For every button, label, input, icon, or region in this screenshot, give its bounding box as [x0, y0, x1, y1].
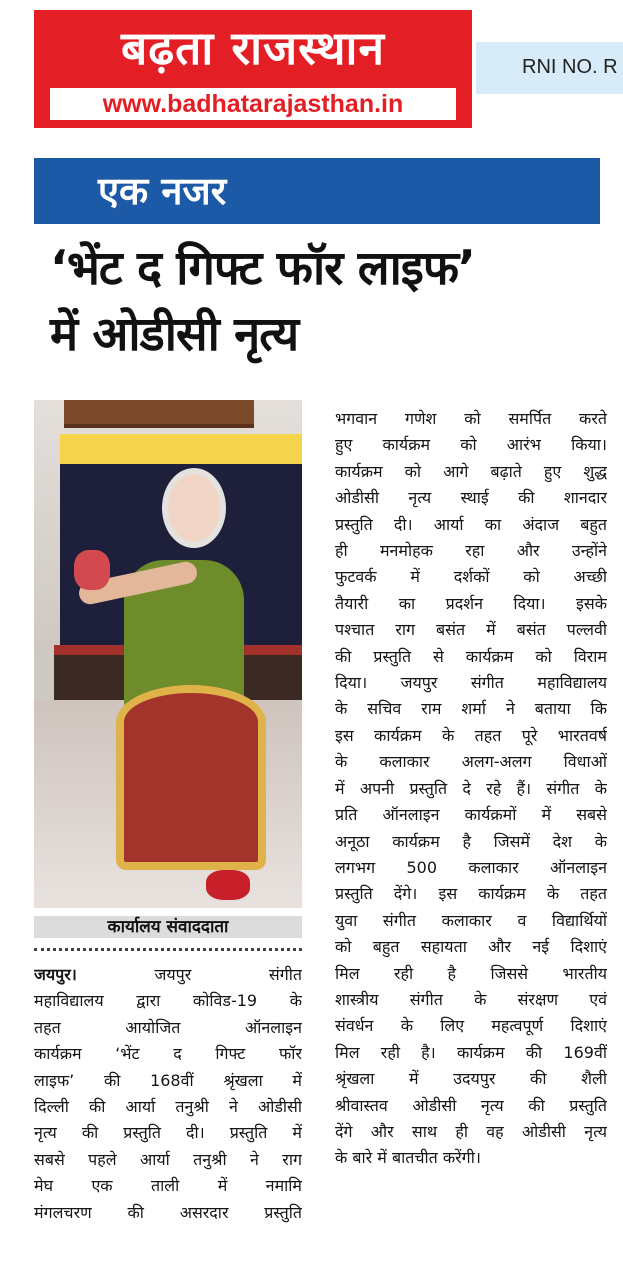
article-line: इस कार्यक्रम के तहत पूरे भारतवर्ष	[335, 725, 607, 745]
article-line: दिल्ली की आर्या तनुश्री ने ओडीसी	[34, 1097, 302, 1117]
article-line: मिल रही है। कार्यक्रम की 169वीं	[335, 1042, 607, 1062]
section-header	[34, 158, 600, 224]
article-line: श्रीवास्तव ओडीसी नृत्य की प्रस्तुति	[335, 1095, 607, 1115]
article-line: लाइफ’ की 168वीं श्रृंखला में	[34, 1070, 302, 1090]
article-line: मंगलचरण की असरदार प्रस्तुति	[34, 1202, 302, 1222]
article-column-2	[335, 406, 607, 1172]
article-line: अनूठा कार्यक्रम है जिसमें देश के	[335, 831, 607, 851]
rni-number: RNI NO. R	[522, 56, 618, 78]
byline: कार्यालय संवाददाता	[34, 916, 302, 938]
article-headline	[50, 236, 610, 368]
article-line: पश्चात राग बसंत में बसंत पल्लवी	[335, 620, 607, 640]
article-line: के बारे में बातचीत करेंगी।	[335, 1148, 481, 1168]
article-line: ओडीसी नृत्य स्थाई की शानदार	[335, 488, 607, 508]
article-line: में अपनी प्रस्तुति दे रहे हैं। संगीत के	[335, 778, 607, 798]
article-line: मेघ एक ताली में नमामि	[34, 1176, 302, 1196]
newspaper-name: बढ़ता राजस्थान	[121, 21, 385, 75]
rni-number-box	[476, 42, 623, 94]
article-column-1	[34, 962, 302, 1226]
article-line: जयपुर। जयपुर संगीत	[34, 965, 302, 984]
section-title: एक नजर	[98, 169, 227, 213]
article-line: कार्यक्रम ‘भेंट द गिफ्ट फॉर	[34, 1044, 302, 1064]
masthead	[34, 10, 472, 128]
article-line: की प्रस्तुति से कार्यक्रम को विराम	[335, 646, 607, 666]
article-line: प्रस्तुति दी। आर्या का अंदाज बहुत	[335, 514, 607, 534]
article-line: भगवान गणेश को समर्पित करते	[335, 409, 607, 428]
article-line: महाविद्यालय द्वारा कोविड-19 के	[34, 991, 302, 1011]
article-line: ही मनमोहक रहा और उन्होंने	[335, 541, 607, 561]
article-line: युवा संगीत कलाकार व विद्यार्थियों	[335, 910, 607, 930]
article-line: नृत्य की प्रस्तुति दी। प्रस्तुति में	[34, 1123, 302, 1143]
article-line: के कलाकार अलग-अलग विधाओं	[335, 752, 607, 772]
article-line: सबसे पहले आर्या तनुश्री ने राग	[34, 1149, 302, 1169]
article-line: दिया। जयपुर संगीत महाविद्यालय	[335, 673, 607, 693]
article-line: कार्यक्रम को आगे बढ़ाते हुए शुद्ध	[335, 461, 607, 481]
headline-line-1: ‘भेंट द गिफ्ट फॉर लाइफ’	[50, 241, 475, 296]
article-line: शास्त्रीय संगीत के संरक्षण एवं	[335, 989, 607, 1009]
article-line: प्रस्तुति देंगे। इस कार्यक्रम के तहत	[335, 884, 607, 904]
article-line: तहत आयोजित ऑनलाइन	[34, 1017, 302, 1037]
byline-divider	[34, 948, 302, 951]
article-line: देंगे और साथ ही वह ओडीसी नृत्य	[335, 1121, 607, 1141]
article-line: प्रति ऑनलाइन कार्यक्रमों में सबसे	[335, 805, 607, 825]
article-line: तैयारी का प्रदर्शन दिया। इसके	[335, 593, 607, 613]
dateline: जयपुर।	[34, 965, 77, 984]
article-line: के सचिव राम शर्मा ने बताया कि	[335, 699, 607, 719]
newspaper-url[interactable]: www.badhatarajasthan.in	[50, 88, 456, 120]
dancer-photo	[34, 400, 302, 908]
article-line: को बहुत सहायता और नई दिशाएं	[335, 937, 607, 957]
article-line: संवर्धन के लिए महत्वपूर्ण दिशाएं	[335, 1016, 607, 1036]
article-line: लगभग 500 कलाकार ऑनलाइन	[335, 857, 607, 877]
article-line: हुए कार्यक्रम को आरंभ किया।	[335, 435, 607, 455]
headline-line-2: में ओडीसी नृत्य	[50, 307, 299, 362]
article-line: श्रृंखला में उदयपुर की शैली	[335, 1069, 607, 1089]
article-line: फुटवर्क में दर्शकों को अच्छी	[335, 567, 607, 587]
article-line: मिल रही है जिससे भारतीय	[335, 963, 607, 983]
